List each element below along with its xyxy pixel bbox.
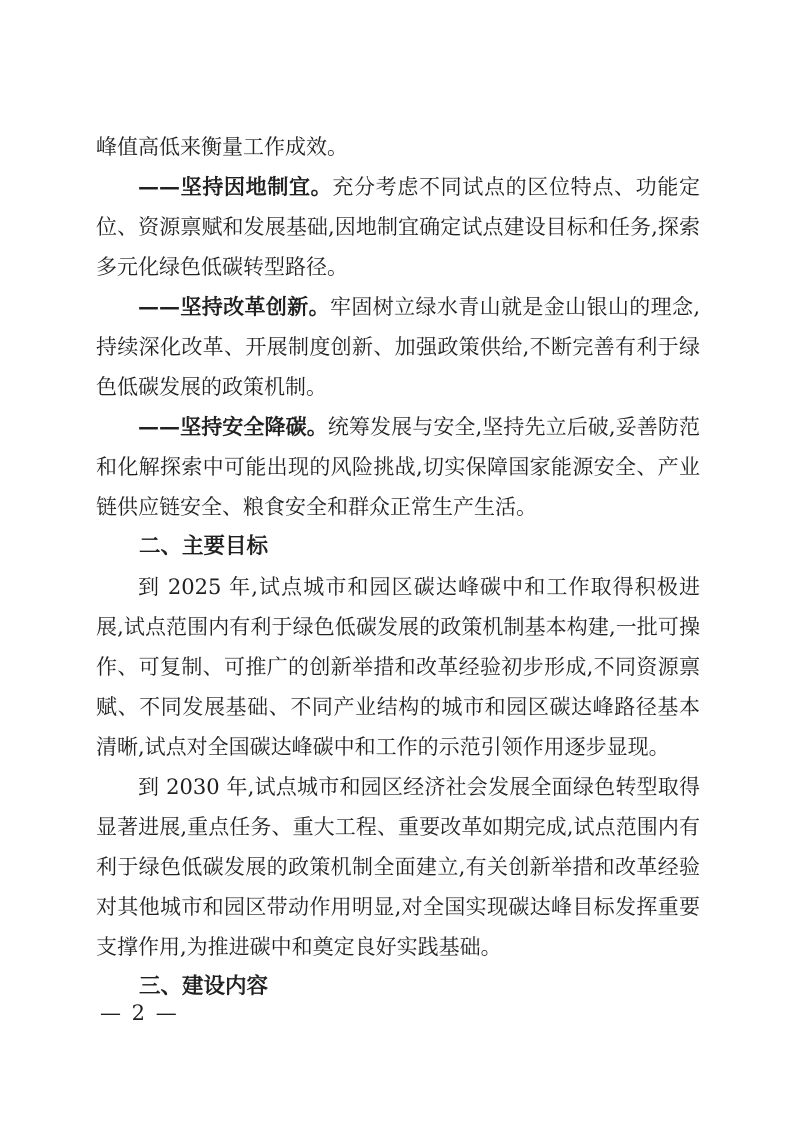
document-body (96, 127, 700, 1007)
principle-body: 统筹发展与安全,坚持先立后破,妥善防范和化解探索中可能出现的风险挑战,切实保障国家能源安全、产业链供应链安全、粮食安全和群众正常生产生活。 (96, 415, 700, 519)
paragraph-2025-target: 到 2025 年,试点城市和园区碳达峰碳中和工作取得积极进展,试点范围内有利于绿色低碳发展的政策机制基本构建,一批可操作、可复制、可推广的创新举措和改革经验初步形成,不同资源禀赋、不同发展基础、不同产业结构的城市和园区碳达峰路径基本清晰,试点对全国碳达峰碳中和工作的示范引领作用逐步显现。 (96, 575, 700, 759)
principle-body: 充分考虑不同试点的区位特点、功能定位、资源禀赋和发展基础,因地制宜确定试点建设目标和任务,探索多元化绿色低碳转型路径。 (96, 175, 701, 279)
section-heading-main-targets: 二、主要目标 (139, 534, 269, 559)
principle-lead: ——坚持安全降碳。 (138, 414, 328, 439)
principle-paragraph-adapt-local (96, 167, 700, 287)
section-heading-construction-content: 三、建设内容 (139, 974, 269, 999)
principle-paragraph-safe-carbon-reduction (96, 407, 700, 527)
principle-body: 牢固树立绿水青山就是金山银山的理念,持续深化改革、开展制度创新、加强政策供给,不断完善有利于绿色低碳发展的政策机制。 (96, 295, 700, 399)
paragraph-continuation: 峰值高低来衡量工作成效。 (96, 135, 348, 159)
paragraph-2030-target: 到 2030 年,试点城市和园区经济社会发展全面绿色转型取得显著进展,重点任务、重大工程、重要改革如期完成,试点范围内有利于绿色低碳发展的政策机制全面建立,有关创新举措和改革经验对其他城市和园区带动作用明显,对全国实现碳达峰目标发挥重要支撑作用,为推进碳中和奠定良好实践基础。 (96, 775, 700, 959)
principle-lead: ——坚持改革创新。 (138, 294, 330, 319)
principle-lead: ——坚持因地制宜。 (138, 174, 333, 199)
page-number: — 2 — (100, 1001, 179, 1025)
principle-paragraph-reform-innovation (96, 287, 700, 407)
